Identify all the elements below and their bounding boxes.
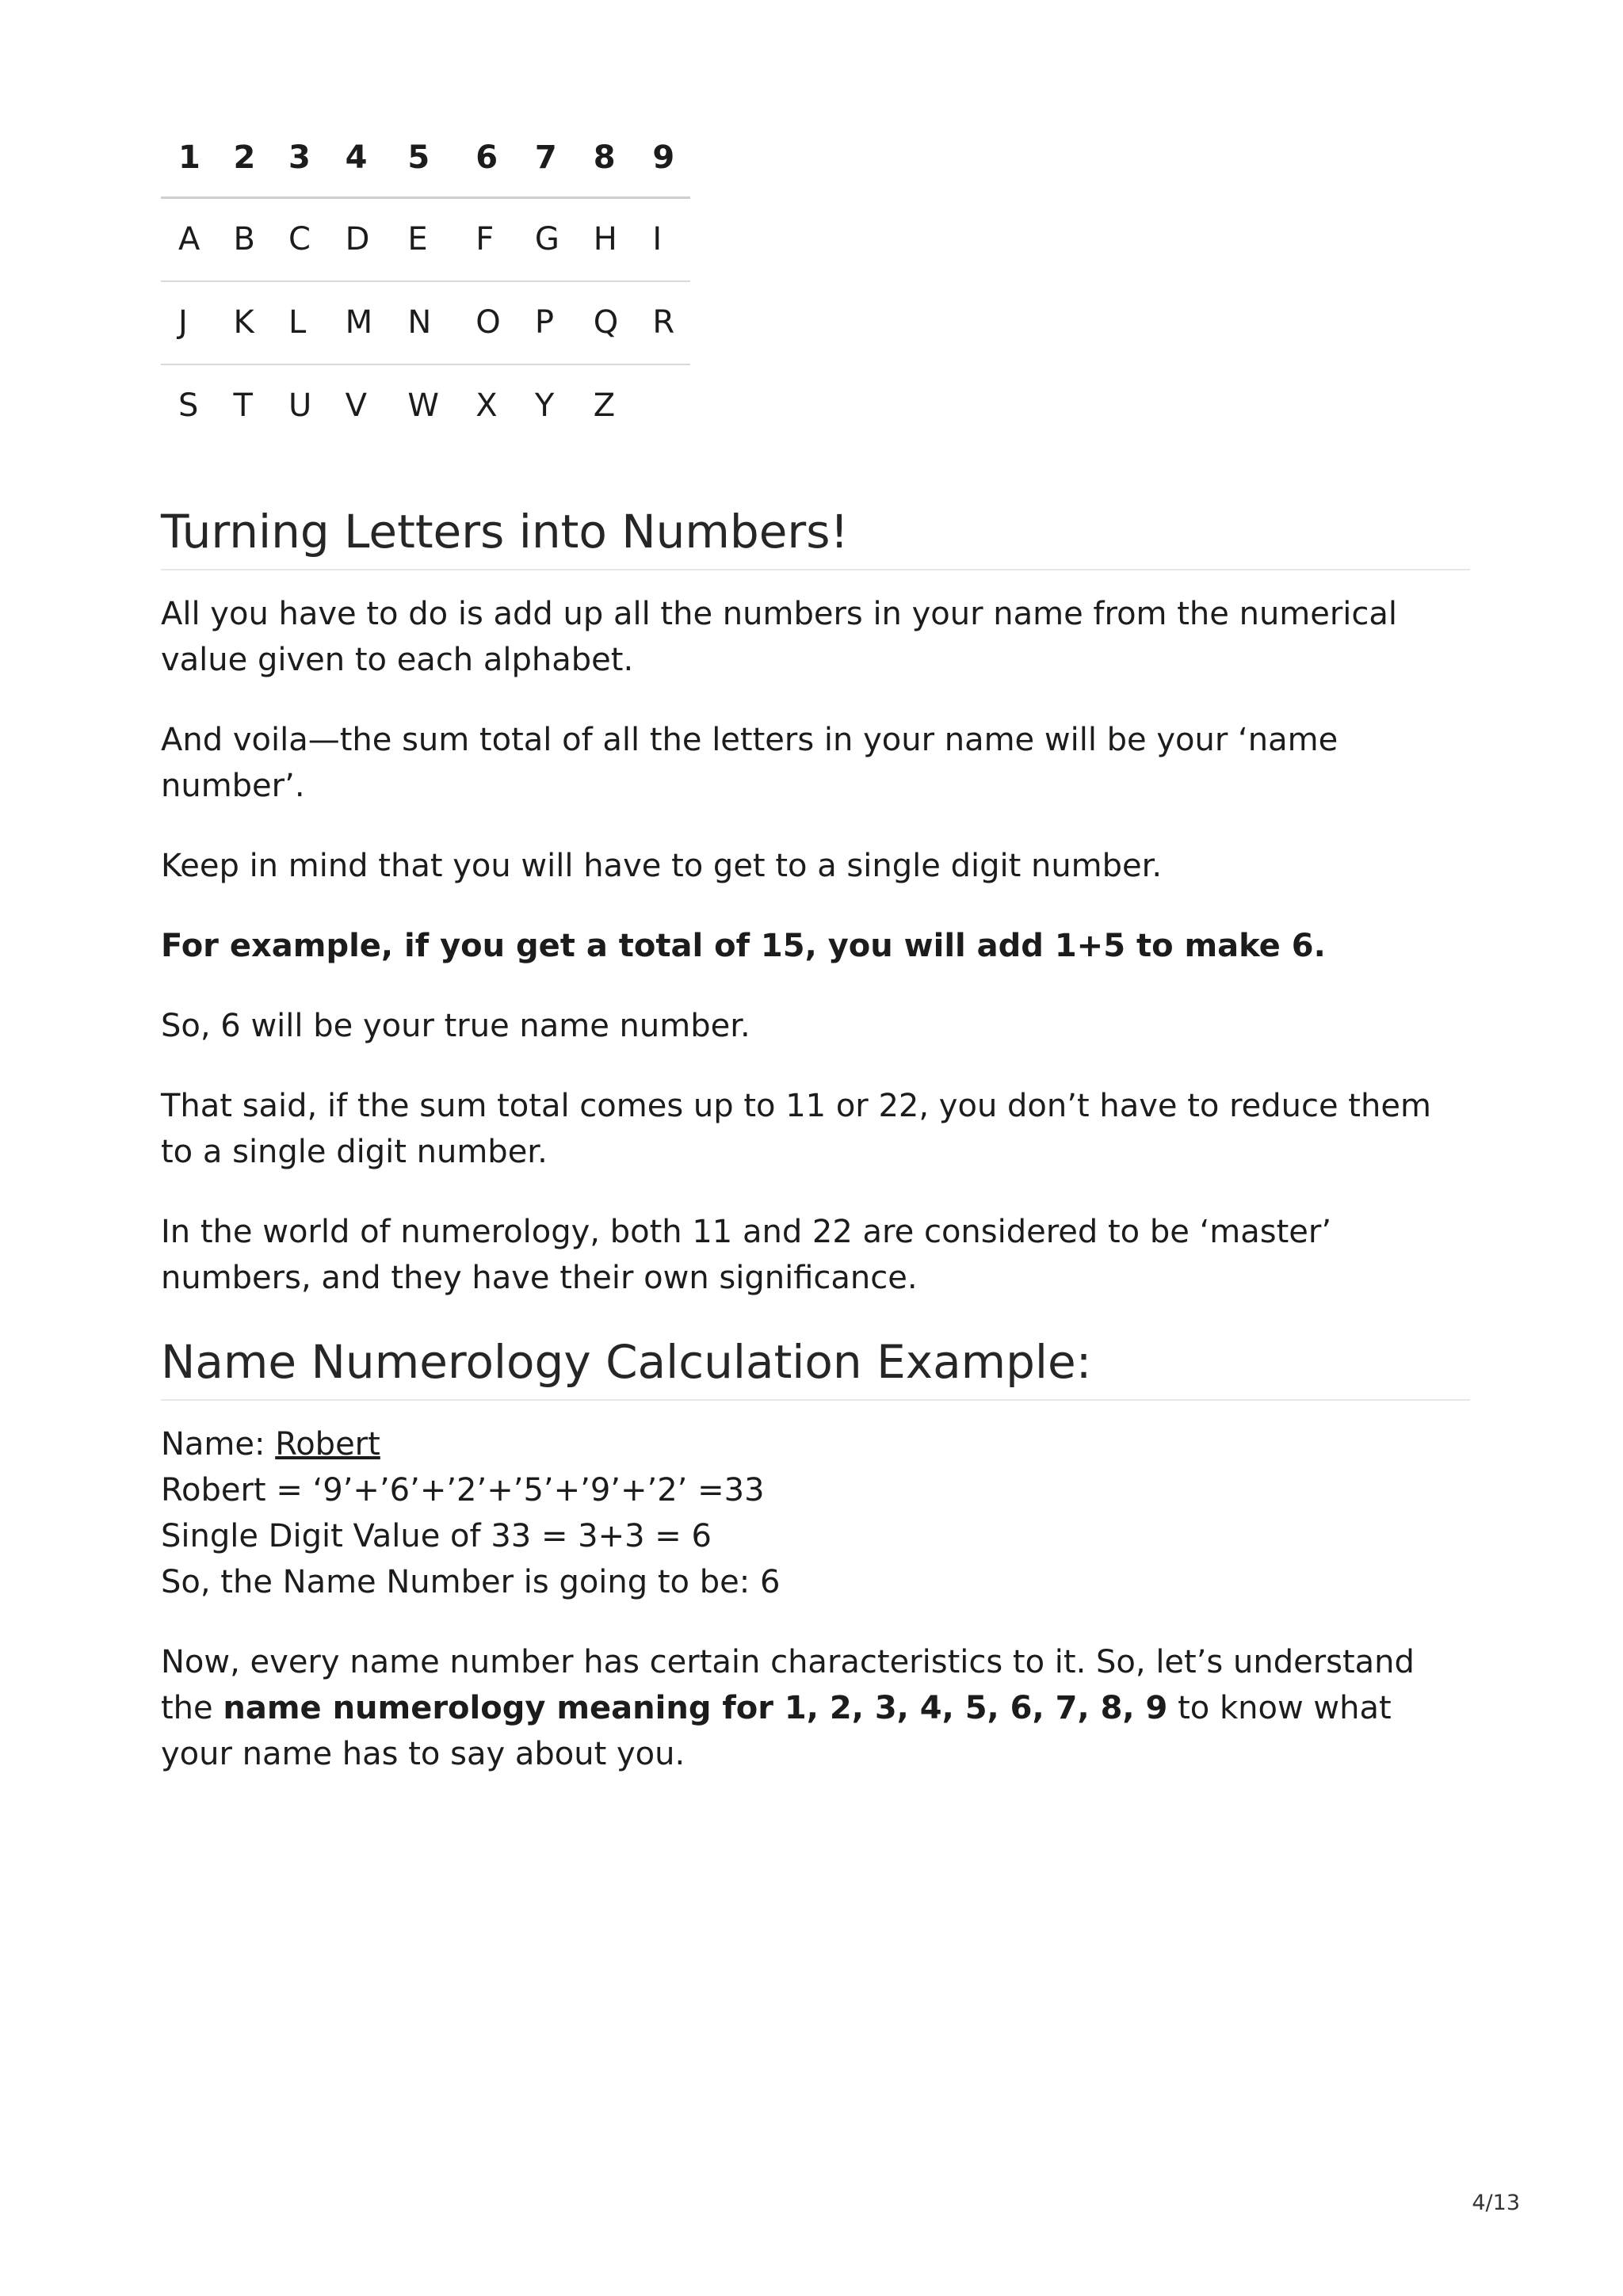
table-header-cell: 4 — [328, 119, 391, 198]
table-cell: M — [328, 281, 391, 364]
table-cell: D — [328, 198, 391, 282]
table-cell: R — [635, 281, 690, 364]
table-cell: F — [458, 198, 517, 282]
section-heading-calculation-example: Name Numerology Calculation Example: — [161, 1334, 1470, 1401]
table-cell: G — [517, 198, 576, 282]
page-number: 4/13 — [1472, 2191, 1520, 2215]
single-digit-line: Single Digit Value of 33 = 3+3 = 6 — [161, 1518, 712, 1554]
table-cell: E — [390, 198, 458, 282]
table-cell: S — [178, 387, 199, 424]
table-cell — [635, 364, 690, 447]
section-heading-turning-letters: Turning Letters into Numbers! — [161, 504, 1470, 570]
table-cell: L — [271, 281, 328, 364]
paragraph-closing — [161, 1639, 1470, 1777]
table-cell: A — [161, 198, 216, 282]
closing-text-end: to know what your name has to say about you. — [161, 1690, 1392, 1772]
letter-number-table — [161, 119, 690, 447]
paragraph-single-digit: Keep in mind that you will have to get to a single digit number. — [161, 848, 1163, 884]
calculation-example-block — [161, 1421, 1470, 1605]
table-header-row — [161, 119, 690, 198]
table-row — [161, 281, 690, 364]
table-cell: Y — [534, 387, 555, 424]
table-cell: K — [216, 281, 272, 364]
table-cell: T — [233, 387, 253, 424]
table-cell: X — [475, 387, 498, 424]
table-cell: B — [216, 198, 272, 282]
table-header-cell: 2 — [216, 119, 272, 198]
table-header-cell: 1 — [161, 119, 216, 198]
table-cell: J — [161, 281, 216, 364]
table-cell: Z — [593, 387, 616, 424]
table-cell: Q — [576, 281, 636, 364]
closing-text-start: Now, every name number has certain characteristics to it. So, let’s understand the — [161, 1644, 1415, 1726]
paragraph-add-numbers: All you have to do is add up all the numbers in your name from the numerical value given to each alphabet. — [161, 596, 1398, 678]
document-page — [161, 119, 1470, 1777]
table-header-cell: 3 — [271, 119, 328, 198]
paragraph-example-bold: For example, if you get a total of 15, you will add 1+5 to make 6. — [161, 928, 1326, 964]
paragraph-true-number: So, 6 will be your true name number. — [161, 1008, 750, 1044]
name-label: Name: — [161, 1426, 276, 1463]
table-cell: C — [271, 198, 328, 282]
table-row — [161, 198, 690, 282]
table-row — [161, 364, 690, 447]
table-header-cell: 8 — [576, 119, 636, 198]
table-cell: W — [407, 387, 439, 424]
table-header-cell: 9 — [635, 119, 690, 198]
paragraph-name-number: And voila—the sum total of all the letters in your name will be your ‘name number’. — [161, 722, 1338, 804]
table-cell: I — [635, 198, 690, 282]
paragraph-master-exception: That said, if the sum total comes up to 11 or 22, you don’t have to reduce them to a single digit number. — [161, 1088, 1431, 1170]
table-cell: O — [458, 281, 517, 364]
table-header-cell: 6 — [458, 119, 517, 198]
table-cell: V — [345, 387, 367, 424]
paragraph-master-numbers: In the world of numerology, both 11 and 22 are considered to be ‘master’ numbers, and they have their own significance. — [161, 1214, 1332, 1296]
closing-text-bold: name numerology meaning for 1, 2, 3, 4, 5, 6, 7, 8, 9 — [223, 1690, 1168, 1726]
table-cell: N — [390, 281, 458, 364]
robert-link[interactable]: Robert — [275, 1426, 380, 1463]
result-line: So, the Name Number is going to be: 6 — [161, 1564, 781, 1600]
table-cell: U — [288, 387, 312, 424]
table-cell: P — [517, 281, 576, 364]
calculation-line: Robert = ‘9’+’6’+’2’+’5’+’9’+’2’ =33 — [161, 1472, 765, 1508]
table-header-cell: 5 — [390, 119, 458, 198]
table-header-cell: 7 — [517, 119, 576, 198]
table-cell: H — [576, 198, 636, 282]
